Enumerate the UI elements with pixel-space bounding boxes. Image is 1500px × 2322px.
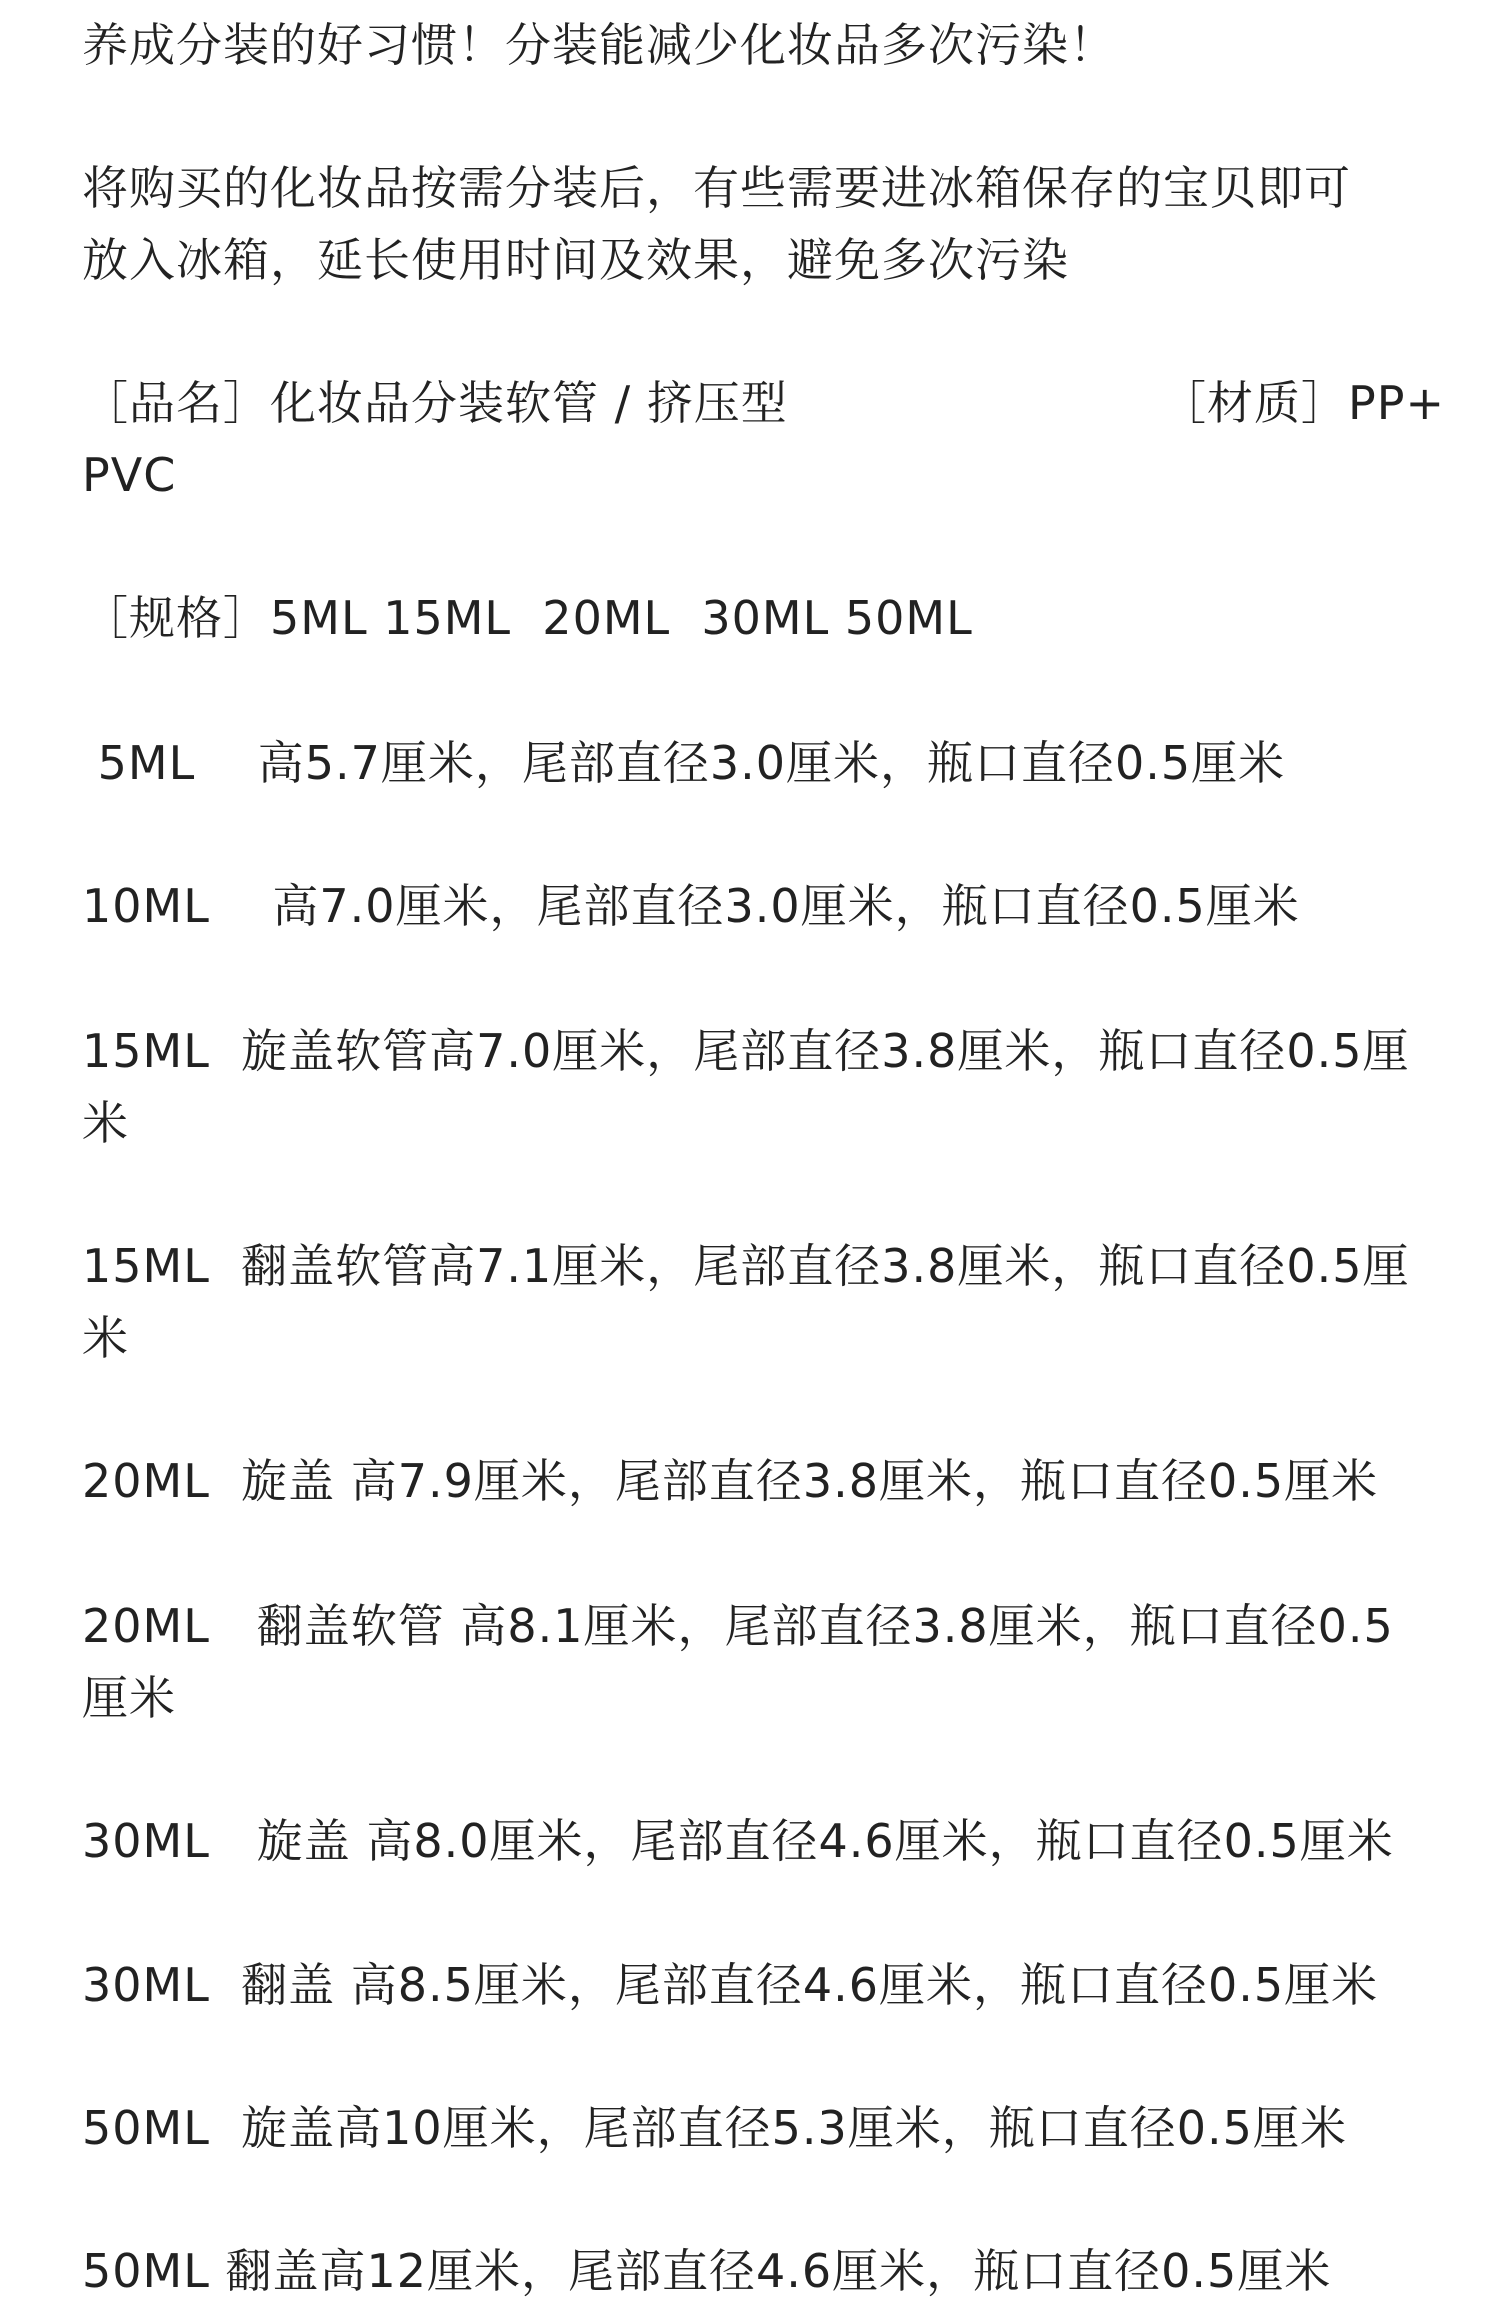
intro-paragraph-line-1: 将购买的化妆品按需分装后，有些需要进冰箱保存的宝贝即可	[82, 161, 1351, 215]
size-row-20ml-flip-wrap: 厘米	[82, 1671, 176, 1725]
size-row-20ml-flip: 20ML 翻盖软管 高8.1厘米，尾部直径3.8厘米，瓶口直径0.5	[82, 1599, 1394, 1653]
intro-paragraph-line-2: 放入冰箱，延长使用时间及效果，避免多次污染	[82, 233, 1069, 287]
size-row-10ml: 10ML 高7.0厘米，尾部直径3.0厘米，瓶口直径0.5厘米	[82, 879, 1300, 933]
product-material: ［材质］PP+	[1160, 376, 1446, 430]
size-row-15ml-screw: 15ML 旋盖软管高7.0厘米，尾部直径3.8厘米，瓶口直径0.5厘	[82, 1024, 1410, 1078]
size-row-15ml-flip-wrap: 米	[82, 1311, 129, 1365]
product-name: ［品名］化妆品分装软管 / 挤压型	[82, 376, 788, 430]
size-row-50ml-flip: 50ML 翻盖高12厘米，尾部直径4.6厘米，瓶口直径0.5厘米	[82, 2244, 1332, 2298]
product-specs: ［规格］5ML 15ML 20ML 30ML 50ML	[82, 591, 973, 645]
size-row-15ml-screw-wrap: 米	[82, 1096, 129, 1150]
size-row-5ml: 5ML 高5.7厘米，尾部直径3.0厘米，瓶口直径0.5厘米	[82, 736, 1286, 790]
intro-headline: 养成分装的好习惯！分装能减少化妆品多次污染！	[82, 18, 1116, 72]
size-row-50ml-screw: 50ML 旋盖高10厘米，尾部直径5.3厘米，瓶口直径0.5厘米	[82, 2101, 1347, 2155]
size-row-20ml-screw: 20ML 旋盖 高7.9厘米，尾部直径3.8厘米，瓶口直径0.5厘米	[82, 1454, 1379, 1508]
size-row-30ml-screw: 30ML 旋盖 高8.0厘米，尾部直径4.6厘米，瓶口直径0.5厘米	[82, 1814, 1394, 1868]
product-material-continued: PVC	[82, 448, 177, 502]
size-row-15ml-flip: 15ML 翻盖软管高7.1厘米，尾部直径3.8厘米，瓶口直径0.5厘	[82, 1239, 1410, 1293]
size-row-30ml-flip: 30ML 翻盖 高8.5厘米，尾部直径4.6厘米，瓶口直径0.5厘米	[82, 1958, 1379, 2012]
